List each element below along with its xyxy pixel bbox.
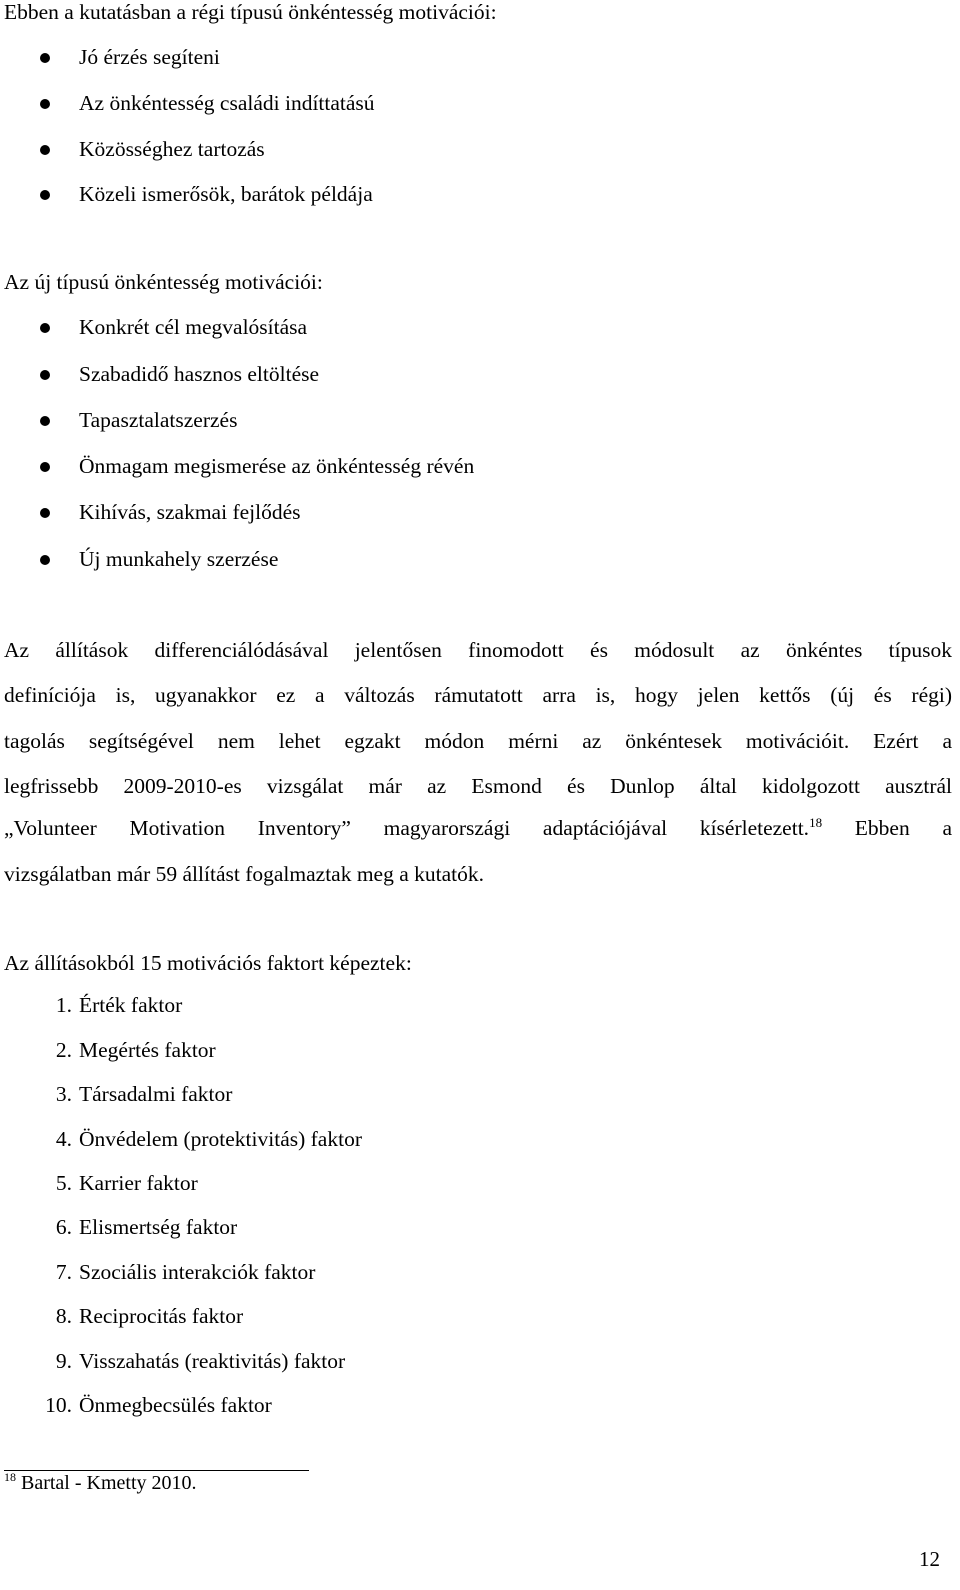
old-motivations-heading: Ebben a kutatásban a régi típusú önkéntesség motivációi:: [4, 0, 497, 24]
bullet-icon: [40, 416, 50, 426]
footnote-divider: [4, 1470, 309, 1471]
bullet-icon: [40, 462, 50, 472]
factors-heading: Az állításokból 15 motivációs faktort képeztek:: [4, 951, 412, 975]
bullet-icon: [40, 53, 50, 63]
bullet-icon: [40, 190, 50, 200]
footnote: [4, 1472, 197, 1495]
bullet-icon: [40, 370, 50, 380]
bullet-icon: [40, 99, 50, 109]
bullet-icon: [40, 555, 50, 565]
bullet-icon: [40, 145, 50, 155]
footnote-reference[interactable]: 18: [809, 815, 823, 830]
bullet-icon: [40, 508, 50, 518]
footnote-text: Bartal - Kmetty 2010.: [16, 1472, 197, 1494]
new-motivations-heading: Az új típusú önkéntesség motivációi:: [4, 270, 323, 294]
bullet-icon: [40, 323, 50, 333]
page-number: 12: [919, 1547, 940, 1571]
footnote-marker: 18: [4, 1470, 16, 1484]
